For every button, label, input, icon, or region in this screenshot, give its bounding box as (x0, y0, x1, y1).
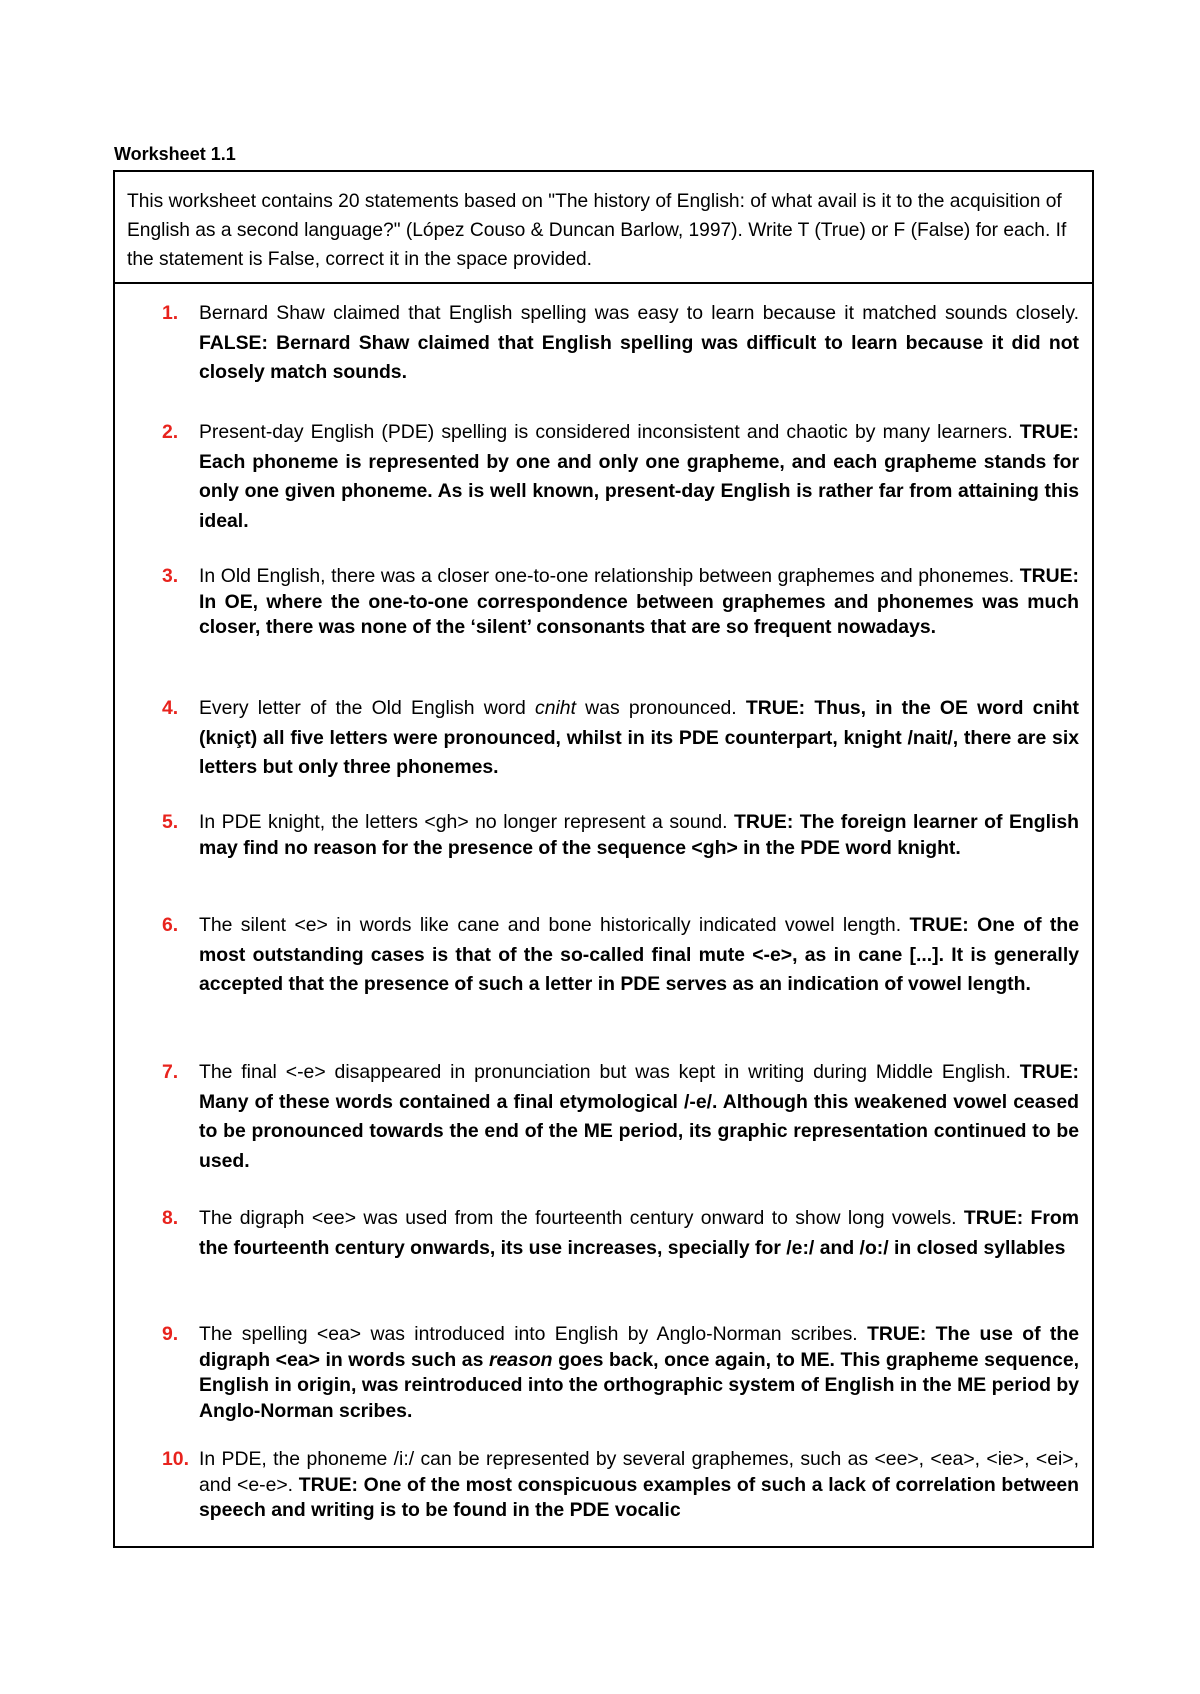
answer: TRUE: In OE, where the one-to-one correspondence between graphemes and phonemes was much closer, there was none of the ‘silent’ consonants that are so frequent nowadays. (199, 565, 1079, 638)
answer: FALSE: Bernard Shaw claimed that English spelling was difficult to learn because it did not closely match sounds. (199, 331, 1079, 383)
statement-7: 7. The final <-e> disappeared in pronunciation but was kept in writing during Middle English. TRUE: Many of these words contained a final etymological /-e/. Although this weakened vowel ceased to be pronounced towards the end of the ME period, its graphic representation continued to be used. (115, 1058, 1079, 1176)
statement-number: 10. (162, 1448, 189, 1470)
statement-number: 9. (162, 1323, 179, 1345)
answer: TRUE: Thus, in the OE word cniht (kniçt) all five letters were pronounced, whilst in its PDE counterpart, knight /nait/, there are six letters but only three phonemes. (199, 697, 1079, 778)
answer: TRUE: The use of the digraph <ea> in words such as reason goes back, once again, to ME. This grapheme sequence, English in origin, was reintroduced into the orthographic system of English in the ME period by Anglo-Norman scribes. (199, 1323, 1079, 1422)
answer: TRUE: One of the most conspicuous examples of such a lack of correlation between speech and writing is to be found in the PDE vocalic (199, 1473, 1079, 1521)
answer: TRUE: The foreign learner of English may find no reason for the presence of the sequence <gh> in the PDE word knight. (199, 811, 1079, 859)
statement-number: 4. (162, 697, 179, 719)
answer: TRUE: From the fourteenth century onwards, its use increases, specially for /e:/ and /o:/ in closed syllables (199, 1207, 1079, 1259)
instructions: This worksheet contains 20 statements based on "The history of English: of what avail is it to the acquisition of English as a second language?" (López Couso & Duncan Barlow, 1997). Write T (True) or F (False) for each. If the statement is False, correct it in the space provided. (115, 172, 1092, 284)
statement-10: 10. In PDE, the phoneme /i:/ can be represented by several graphemes, such as <ee>, <ea>, <ie>, <ei>, and <e-e>. TRUE: One of the most conspicuous examples of such a lack of correlation between speech and writing is to be found in the PDE vocalic (162, 1448, 1079, 1521)
statement-number: 6. (162, 914, 179, 936)
answer: TRUE: Each phoneme is represented by one and only one grapheme, and each grapheme stands for only one given phoneme. As is well known, present-day English is rather far from attaining this ideal. (199, 421, 1079, 532)
worksheet-title: Worksheet 1.1 (114, 144, 236, 164)
statement-number: 2. (162, 421, 179, 443)
statement-1: 1. Bernard Shaw claimed that English spelling was easy to learn because it matched sounds closely. FALSE: Bernard Shaw claimed that English spelling was difficult to learn because it did not closely match sounds. (115, 299, 1079, 388)
statement-number: 3. (162, 565, 179, 587)
statement-8: 8. The digraph <ee> was used from the fourteenth century onward to show long vowels. TRUE: From the fourteenth century onwards, its use increases, specially for /e:/ and /o:/ in closed syllables (115, 1204, 1079, 1263)
worksheet-box (113, 170, 1094, 1548)
statement-number: 8. (162, 1207, 179, 1229)
statement-5: 5. In PDE knight, the letters <gh> no longer represent a sound. TRUE: The foreign learner of English may find no reason for the presence of the sequence <gh> in the PDE word knight. (162, 811, 1079, 859)
statement-number: 1. (162, 302, 179, 324)
statement-9: 9. The spelling <ea> was introduced into English by Anglo-Norman scribes. TRUE: The use of the digraph <ea> in words such as reason goes back, once again, to ME. This grapheme sequence, English in origin, was reintroduced into the orthographic system of English in the ME period by Anglo-Norman scribes. (162, 1323, 1079, 1422)
statement-3: 3. In Old English, there was a closer one-to-one relationship between graphemes and phonemes. TRUE: In OE, where the one-to-one correspondence between graphemes and phonemes was much closer, there was none of the ‘silent’ consonants that are so frequent nowadays. (162, 565, 1079, 638)
statement-6: 6. The silent <e> in words like cane and bone historically indicated vowel length. TRUE: One of the most outstanding cases is that of the so-called final mute <-e>, as in cane [...]. It is generally accepted that the presence of such a letter in PDE serves as an indication of vowel length. (115, 911, 1079, 1000)
statement-number: 5. (162, 811, 179, 833)
statement-2: 2. Present-day English (PDE) spelling is considered inconsistent and chaotic by many learners. TRUE: Each phoneme is represented by one and only one grapheme, and each grapheme stands for only one given phoneme. As is well known, present-day English is rather far from attaining this ideal. (115, 418, 1079, 536)
statement-number: 7. (162, 1061, 179, 1083)
statement-4: 4. Every letter of the Old English word cniht was pronounced. TRUE: Thus, in the OE word cniht (kniçt) all five letters were pronounced, whilst in its PDE counterpart, knight /nait/, there are six letters but only three phonemes. (115, 694, 1079, 783)
answer: TRUE: One of the most outstanding cases is that of the so-called final mute <-e>, as in cane [...]. It is generally accepted that the presence of such a letter in PDE serves as an indication of vowel length. (199, 914, 1079, 995)
answer: TRUE: Many of these words contained a final etymological /-e/. Although this weakened vowel ceased to be pronounced towards the end of the ME period, its graphic representation continued to be used. (199, 1061, 1079, 1172)
